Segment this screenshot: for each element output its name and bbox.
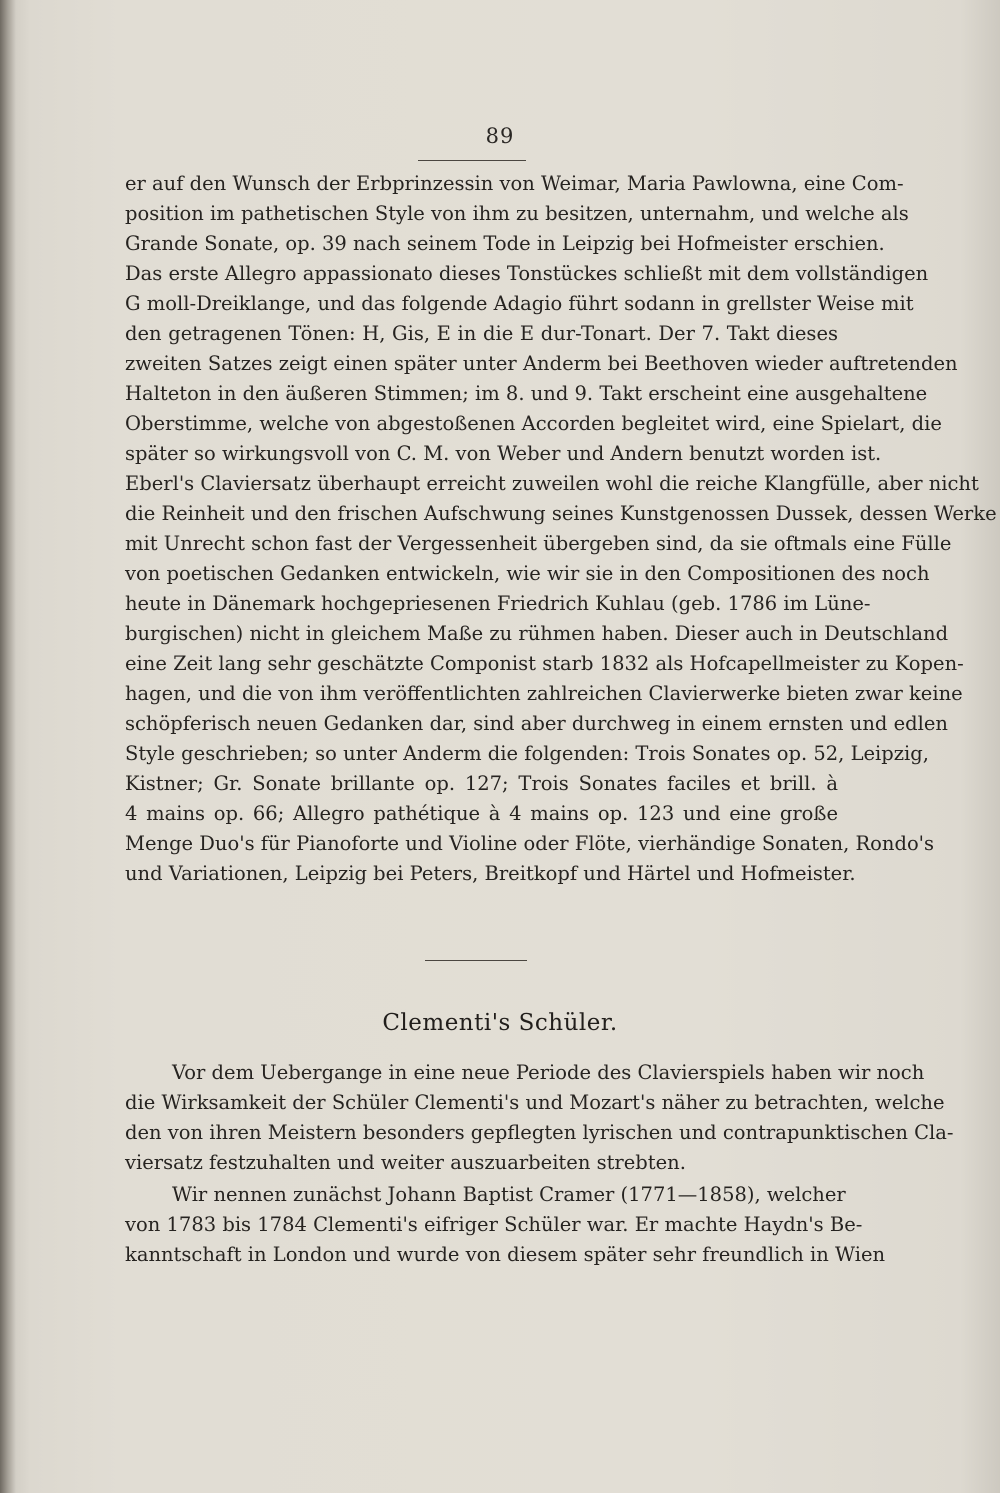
text-line: mit Unrecht schon fast der Vergessenheit übergeben sind, da sie oftmals eine Fülle [125,532,952,555]
section-heading: Clementi's Schüler. [382,1010,618,1036]
text-line: heute in Dänemark hochgepriesenen Friedrich Kuhlau (geb. 1786 im Lüne- [125,592,871,615]
book-spine-shadow [0,0,16,1493]
text-line: Vor dem Uebergange in eine neue Periode des Clavierspiels haben wir noch [172,1061,925,1084]
text-line: die Reinheit und den frischen Aufschwung seines Kunstgenossen Dussek, dessen Werke [125,502,997,525]
text-line: die Wirksamkeit der Schüler Clementi's und Mozart's näher zu betrachten, welche [125,1091,945,1114]
text-line: von 1783 bis 1784 Clementi's eifriger Schüler war. Er machte Haydn's Be- [125,1213,863,1236]
text-line: position im pathetischen Style von ihm zu besitzen, unternahm, und welche als [125,202,909,225]
text-line: kanntschaft in London und wurde von diesem später sehr freundlich in Wien [125,1243,886,1266]
text-line: Grande Sonate, op. 39 nach seinem Tode in Leipzig bei Hofmeister erschien. [125,232,885,255]
text-line: viersatz festzuhalten und weiter auszuarbeiten strebten. [125,1151,686,1174]
text-line: schöpferisch neuen Gedanken dar, sind aber durchweg in einem ernsten und edlen [125,712,948,735]
text-line: Eberl's Claviersatz überhaupt erreicht zuweilen wohl die reiche Klangfülle, aber nicht [125,472,979,495]
text-line: Menge Duo's für Pianoforte und Violine oder Flöte, vierhändige Sonaten, Rondo's [125,832,935,855]
text-line: den von ihren Meistern besonders gepflegten lyrischen und contrapunktischen Cla- [125,1121,954,1144]
text-line: Style geschrieben; so unter Anderm die folgenden: Trois Sonates op. 52, Leipzig, [125,742,929,765]
section-divider [425,960,527,961]
text-line: burgischen) nicht in gleichem Maße zu rühmen haben. Dieser auch in Deutschland [125,622,949,645]
text-line: 4 mains op. 66; Allegro pathétique à 4 mains op. 123 und eine große [125,802,838,825]
text-line: Kistner; Gr. Sonate brillante op. 127; Trois Sonates faciles et brill. à [125,772,838,795]
text-line: von poetischen Gedanken entwickeln, wie wir sie in den Compositionen des noch [125,562,930,585]
text-line: Wir nennen zunächst Johann Baptist Cramer (1771—1858), welcher [172,1183,846,1206]
text-line: eine Zeit lang sehr geschätzte Componist starb 1832 als Hofcapellmeister zu Kopen- [125,652,964,675]
text-line: und Variationen, Leipzig bei Peters, Breitkopf und Härtel und Hofmeister. [125,862,856,885]
text-line: Halteton in den äußeren Stimmen; im 8. und 9. Takt erscheint eine ausgehaltene [125,382,928,405]
text-line: er auf den Wunsch der Erbprinzessin von Weimar, Maria Pawlowna, eine Com- [125,172,904,195]
text-line: später so wirkungsvoll von C. M. von Weber und Andern benutzt worden ist. [125,442,882,465]
text-line: G moll-Dreiklange, und das folgende Adagio führt sodann in grellster Weise mit [125,292,914,315]
text-line: Das erste Allegro appassionato dieses Tonstückes schließt mit dem vollständigen [125,262,929,285]
text-line: zweiten Satzes zeigt einen später unter Anderm bei Beethoven wieder auftretenden [125,352,958,375]
text-line: Oberstimme, welche von abgestoßenen Accorden begleitet wird, eine Spielart, die [125,412,942,435]
header-rule [418,160,526,161]
text-line: den getragenen Tönen: H, Gis, E in die E dur-Tonart. Der 7. Takt dieses [125,322,838,345]
text-line: hagen, und die von ihm veröffentlichten zahlreichen Clavierwerke bieten zwar keine [125,682,963,705]
page-number: 89 [485,124,515,148]
